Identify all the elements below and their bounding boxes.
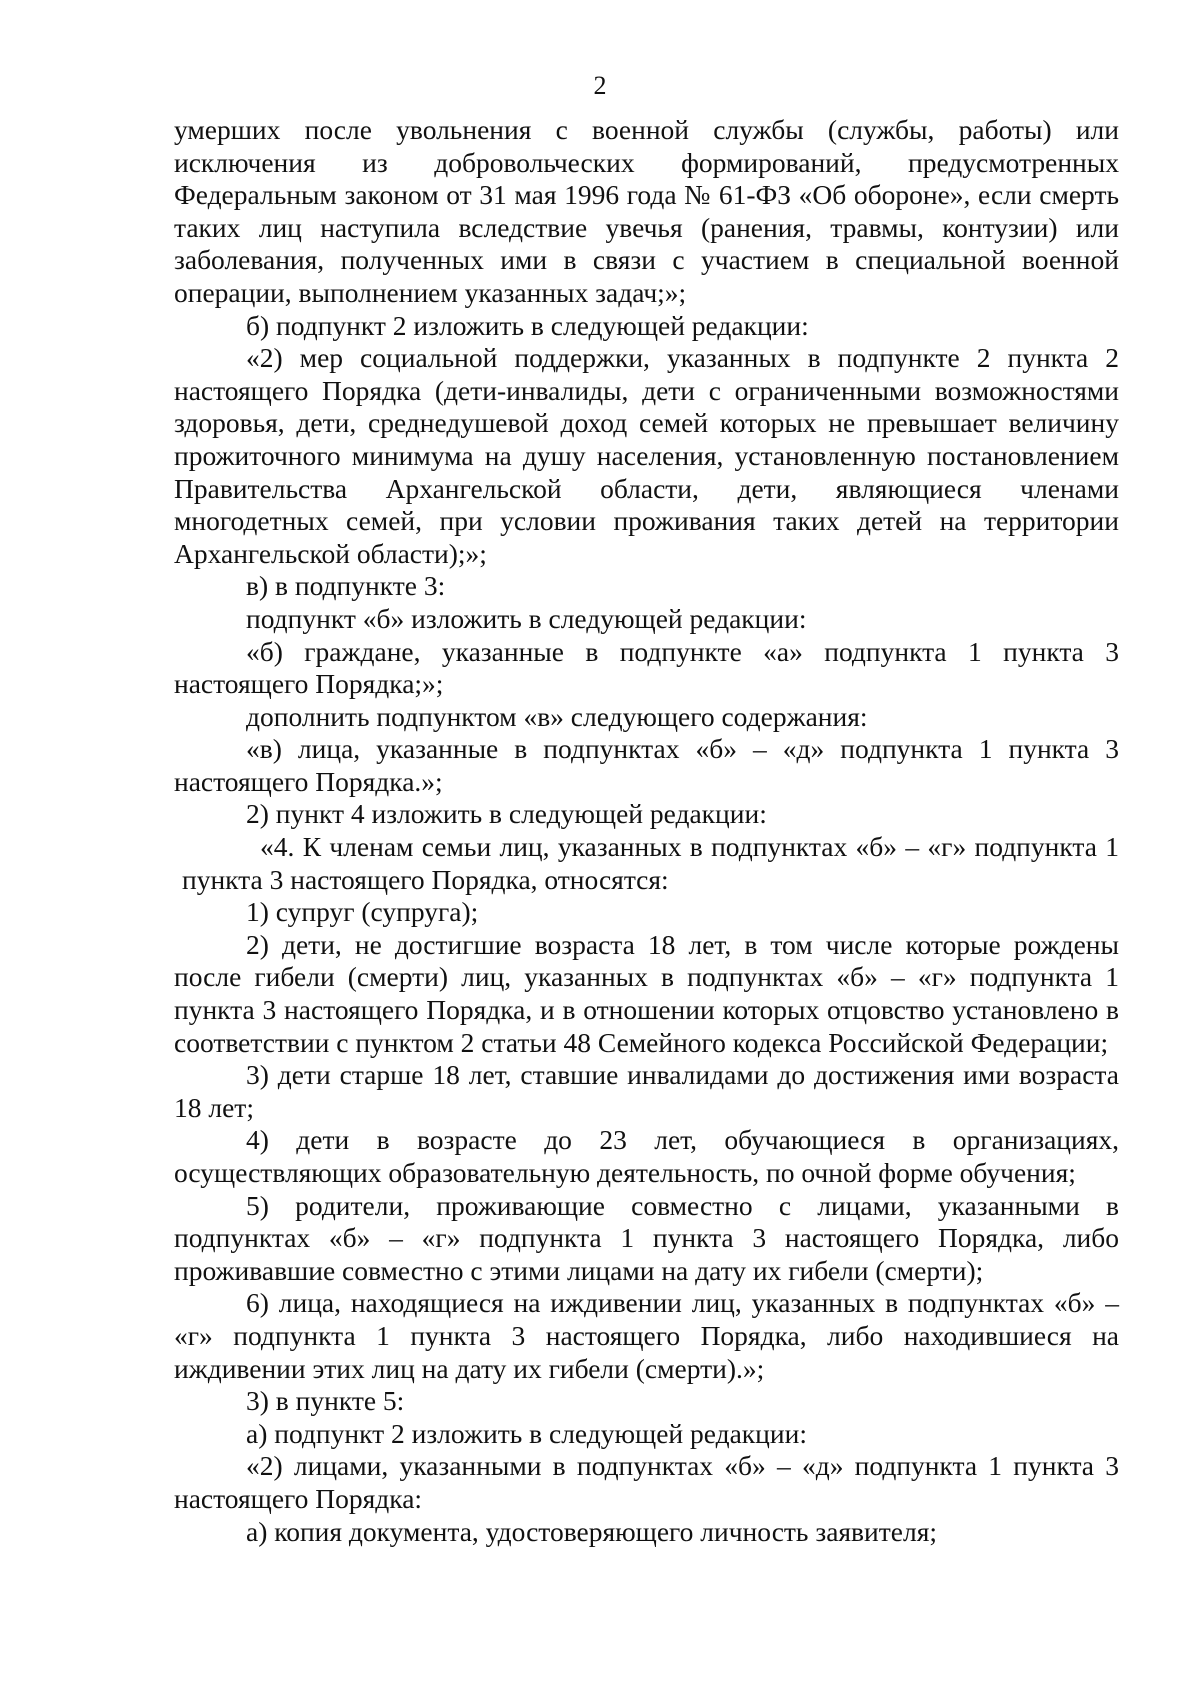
paragraph: а) подпункт 2 изложить в следующей редакции:: [246, 1417, 807, 1449]
paragraph: 2) дети, не достигшие возраста 18 лет, в том числе которые рождены после гибели (смерти) лиц, указанных в подпунктах «б» – «г» подпункта 1 пункта 3 настоящего Порядка, и в отношении которых отцовство установлено в соответствии с пунктом 2 статьи 48 Семейного кодекса Российской Федерации;: [174, 928, 1119, 1058]
paragraph: дополнить подпунктом «в» следующего содержания:: [246, 700, 868, 732]
paragraph: «2) лицами, указанными в подпунктах «б» – «д» подпункта 1 пункта 3 настоящего Порядка:: [174, 1450, 1119, 1514]
paragraph: в) в подпункте 3:: [246, 570, 446, 602]
paragraph: 6) лица, находящиеся на иждивении лиц, указанных в подпунктах «б» – «г» подпункта 1 пункта 3 настоящего Порядка, либо находившиеся на иждивении этих лиц на дату их гибели (смерти).»;: [174, 1287, 1119, 1384]
paragraph: 3) в пункте 5:: [246, 1385, 405, 1417]
paragraph: а) копия документа, удостоверяющего личность заявителя;: [246, 1515, 937, 1547]
paragraph: «в) лица, указанные в подпунктах «б» – «д» подпункта 1 пункта 3 настоящего Порядка.»;: [174, 733, 1119, 797]
paragraph: «б) граждане, указанные в подпункте «а» подпункта 1 пункта 3 настоящего Порядка;»;: [174, 635, 1119, 700]
paragraph: 1) супруг (супруга);: [246, 896, 479, 928]
paragraph: 3) дети старше 18 лет, ставшие инвалидами до достижения ими возраста 18 лет;: [174, 1059, 1119, 1123]
page-number: 2: [593, 71, 607, 100]
paragraph: б) подпункт 2 изложить в следующей редакции:: [246, 309, 809, 341]
paragraph: «4. К членам семьи лиц, указанных в подпунктах «б» – «г» подпункта 1 пункта 3 настоящего Порядка, относятся:: [182, 831, 1119, 895]
paragraph: 5) родители, проживающие совместно с лицами, указанными в подпунктах «б» – «г» подпункта 1 пункта 3 настоящего Порядка, либо проживавшие совместно с этими лицами на дату их гибели (смерти);: [174, 1189, 1119, 1286]
document-body: [174, 114, 1119, 1548]
paragraph: умерших после увольнения с военной службы (службы, работы) или исключения из добровольческих формирований, предусмотренных Федеральным законом от 31 мая 1996 года № 61-ФЗ «Об обороне», если смерть таких лиц наступила вследствие увечья (ранения, травмы, контузии) или заболевания, полученных ими в связи с участием в специальной военной операции, выполнением указанных задач;»;: [174, 114, 1119, 308]
paragraph: 4) дети в возрасте до 23 лет, обучающиеся в организациях, осуществляющих образовательную деятельность, по очной форме обучения;: [174, 1124, 1119, 1188]
paragraph: 2) пункт 4 изложить в следующей редакции:: [246, 798, 767, 830]
paragraph: подпункт «б» изложить в следующей редакции:: [246, 602, 807, 634]
paragraph: «2) мер социальной поддержки, указанных в подпункте 2 пункта 2 настоящего Порядка (дети-инвалиды, дети с ограниченными возможностями здоровья, дети, среднедушевой доход семей которых не превышает величину прожиточного минимума на душу населения, установленную постановлением Правительства Архангельской области, дети, являющиеся членами многодетных семей, при условии проживания таких детей на территории Архангельской области);»;: [174, 342, 1119, 569]
